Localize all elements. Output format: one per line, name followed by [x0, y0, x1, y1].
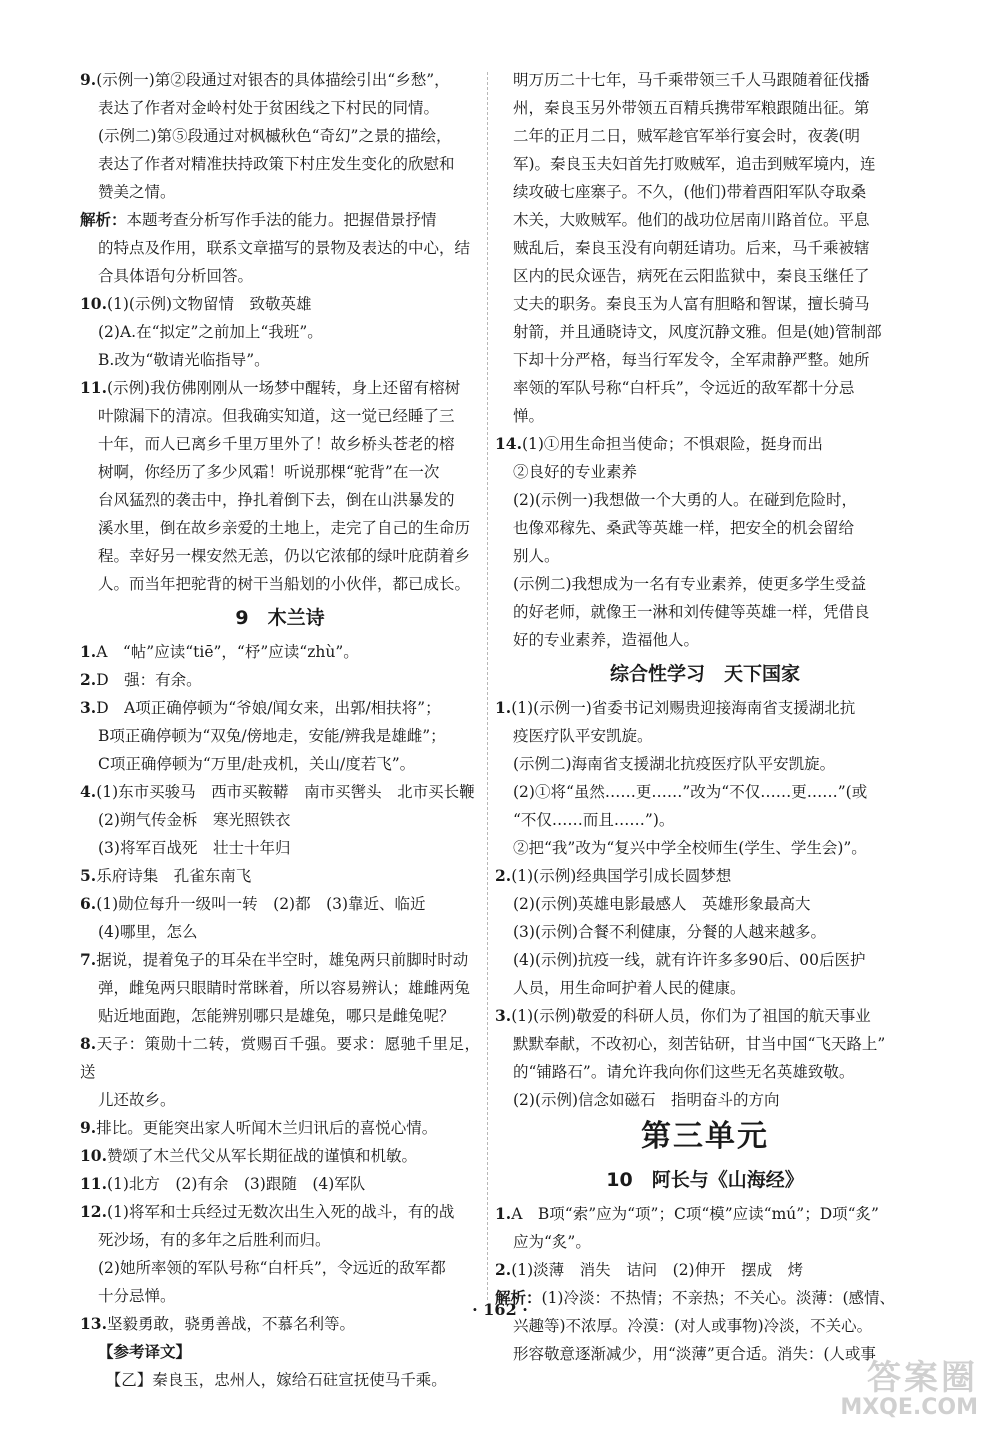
text-line: 默默奉献，不改初心，刻苦钻研，甘当中国“飞天路上”	[513, 1035, 886, 1053]
section-title: 综合性学习 天下国家	[609, 663, 800, 685]
question-line	[80, 1114, 480, 1142]
watermark-top-text: 答案圈	[867, 1358, 978, 1398]
question-number: 1.	[80, 642, 97, 661]
line-text: (1)将军和士兵经过无数次出生入死的战斗，有的战	[106, 1203, 455, 1221]
text-line: 应为“炙”。	[513, 1233, 591, 1251]
question-line	[80, 638, 480, 666]
line-text: 本题考查分析写作手法的能力。把握借景抒情	[126, 211, 437, 229]
line-text: D A项正确停顿为“爷娘/闻女来，出郭/相扶将”；	[96, 699, 441, 717]
text-line: 下却十分严格，每当行军发令，全军肃静严整。她所	[513, 351, 870, 369]
line-text: D 强：有余。	[96, 671, 202, 689]
line-text: (1)(示例)文物留情 致敬英雄	[106, 295, 312, 313]
question-number: 2.	[495, 1260, 512, 1279]
text-line: 射箭，并且通晓诗文，风度沉静文雅。但是(她)管制部	[513, 323, 882, 341]
section-title: 10 阿长与《山海经》	[606, 1169, 804, 1191]
text-line: 惮。	[513, 407, 545, 425]
question-line	[80, 1198, 480, 1226]
question-number: 2.	[80, 670, 97, 689]
question-line	[495, 694, 915, 722]
text-line: 木关，大败贼军。他们的战功位居南川路首位。平息	[513, 211, 870, 229]
text-line: 兴趣等)不浓厚。冷漠：(对人或事物)冷淡，不关心。	[513, 1317, 873, 1335]
text-line: 形容敬意逐渐减少，用“淡薄”更合适。消失：(人或事	[513, 1345, 876, 1363]
question-line	[80, 778, 480, 806]
text-line: 别人。	[513, 547, 560, 565]
text-line: (示例二)海南省支援湖北抗疫医疗队平安凯旋。	[513, 755, 836, 773]
text-line: (2)(示例)英雄电影最感人 英雄形象最高大	[513, 895, 811, 913]
text-line: 【乙】秦良玉，忠州人，嫁给石砫宣抚使马千乘。	[98, 1371, 447, 1389]
text-line: 军)。秦良玉夫妇首先打败贼军，追击到贼军境内，连	[513, 155, 876, 173]
text-line: 贴近地面跑，怎能辨别哪只是雄兔，哪只是雌兔呢？	[98, 1007, 455, 1025]
text-line: (3)(示例)合餐不利健康，分餐的人越来越多。	[513, 923, 827, 941]
column-divider	[487, 72, 488, 1300]
line-text: (1)(示例)敬爱的科研人员，你们为了祖国的航天事业	[511, 1007, 871, 1025]
line-text: (示例一)第②段通过对银杏的具体描绘引出“乡愁”，	[96, 71, 450, 89]
text-line: (2)她所率领的军队号称“白杆兵”，令远近的敌军都	[98, 1259, 446, 1277]
text-line: (2)(示例一)我想做一个大勇的人。在碰到危险时，	[513, 491, 858, 509]
question-number: 5.	[80, 866, 97, 885]
question-line	[495, 1002, 915, 1030]
text-line: 好的专业素养，造福他人。	[513, 631, 700, 649]
question-number: 1.	[495, 698, 512, 717]
text-line: (3)将军百战死 壮士十年归	[98, 839, 291, 857]
text-line: B.改为“敬请光临指导”。	[98, 351, 270, 369]
text-line: 贼乱后，秦良玉没有向朝廷请功。后来，马千乘被辖	[513, 239, 870, 257]
text-line: B项正确停顿为“双兔/傍地走，安能/辨我是雄雌”；	[98, 727, 446, 745]
reference-heading: 【参考译文】	[98, 1342, 192, 1361]
text-line: 明万历二十七年，马千乘带领三千人马跟随着征伐播	[513, 71, 870, 89]
question-number: 9.	[80, 70, 97, 89]
text-line: 的“铺路石”。请允许我向你们这些无名英雄致敬。	[513, 1063, 855, 1081]
line-text: (1)勋位每升一级叫一转 (2)都 (3)靠近、临近	[96, 895, 426, 913]
text-line: 弹，雌兔两只眼睛时常眯着，所以容易辨认；雄雌两兔	[98, 979, 471, 997]
text-line: 程。幸好另一棵安然无恙，仍以它浓郁的绿叶庇荫着乡	[98, 547, 471, 565]
text-line: 率领的军队号称“白杆兵”，令远近的敌军都十分忌	[513, 379, 855, 397]
question-number: 3.	[495, 1006, 512, 1025]
text-line: ②把“我”改为“复兴中学全校师生(学生、学生会)”。	[513, 839, 867, 857]
text-line: 十分忌惮。	[98, 1287, 176, 1305]
line-text: (1)北方 (2)有余 (3)跟随 (4)军队	[106, 1175, 366, 1193]
left-column	[80, 66, 480, 1394]
text-line: 叶隙漏下的清凉。但我确实知道，这一觉已经睡了三	[98, 407, 455, 425]
text-line: (2)A.在“拟定”之前加上“我班”。	[98, 323, 323, 341]
question-line	[80, 666, 480, 694]
line-text: 天子：策勋十二转，赏赐百千强。要求：愿驰千里足，送	[80, 1035, 480, 1081]
analysis-label: 解析：	[80, 210, 127, 229]
question-line	[495, 430, 915, 458]
watermark-logo	[778, 1350, 978, 1420]
text-line: 溪水里，倒在故乡亲爱的土地上，走完了自己的生命历	[98, 519, 471, 537]
line-text: (1)冷淡：不热情；不亲热；不关心。淡薄：(感情、	[541, 1289, 896, 1307]
line-text: (1)东市买骏马 西市买鞍鞯 南市买辔头 北市买长鞭	[96, 783, 475, 801]
question-number: 11.	[80, 378, 107, 397]
question-number: 10.	[80, 1146, 107, 1165]
text-line: 区内的民众诬告，病死在云阳监狱中，秦良玉继任了	[513, 267, 870, 285]
text-line: (2)朔气传金柝 寒光照铁衣	[98, 811, 291, 829]
line-text: (1)(示例一)省委书记刘赐贵迎接海南省支援湖北抗	[511, 699, 856, 717]
line-text: (1)(示例)经典国学引成长圆梦想	[511, 867, 732, 885]
question-number: 7.	[80, 950, 97, 969]
line-text: 赞颂了木兰代父从军长期征战的谨慎和机敏。	[106, 1147, 417, 1165]
line-text: (示例)我仿佛刚刚从一场梦中醒转，身上还留有榕树	[106, 379, 461, 397]
text-line: “不仅……而且……”)。	[513, 811, 675, 829]
text-line: 人。而当年把驼背的树干当船划的小伙伴，都已成长。	[98, 575, 471, 593]
text-line: (示例二)第⑤段通过对枫槭秋色“奇幻”之景的描绘，	[98, 127, 452, 145]
text-line: (2)①将“虽然……更……”改为“不仅……更……”(或	[513, 783, 868, 801]
text-line: 二年的正月二日，贼军趁官军举行宴会时，夜袭(明	[513, 127, 861, 145]
line-text: 乐府诗集 孔雀东南飞	[96, 867, 252, 885]
text-line: (示例二)我想成为一名有专业素养，使更多学生受益	[513, 575, 867, 593]
text-line: 疫医疗队平安凯旋。	[513, 727, 653, 745]
text-line: 赞美之情。	[98, 183, 176, 201]
text-line: 儿还故乡。	[98, 1091, 176, 1109]
question-number: 6.	[80, 894, 97, 913]
line-text: 排比。更能突出家人听闻木兰归讯后的喜悦心情。	[96, 1119, 438, 1137]
line-text: (1)①用生命担当使命；不惧艰险，挺身而出	[521, 435, 823, 453]
question-line	[495, 1200, 915, 1228]
question-line	[80, 1030, 480, 1086]
question-line	[80, 946, 480, 974]
question-number: 12.	[80, 1202, 107, 1221]
question-number: 10.	[80, 294, 107, 313]
text-line: 合具体语句分析回答。	[98, 267, 254, 285]
text-line: 表达了作者对精准扶持政策下村庄发生变化的欣慰和	[98, 155, 455, 173]
right-column	[495, 66, 915, 1368]
page-number: · 162 ·	[472, 1300, 528, 1319]
text-line: 也像邓稼先、桑武等英雄一样，把安全的机会留给	[513, 519, 855, 537]
text-line: 十年，而人已离乡千里万里外了！故乡桥头苍老的榕	[98, 435, 455, 453]
line-text: A B项“索”应为“项”；C项“模”应读“mú”；D项“炙”	[511, 1205, 879, 1223]
question-line	[495, 1256, 915, 1284]
question-number: 4.	[80, 782, 97, 801]
question-line	[80, 1170, 480, 1198]
section-title: 9 木兰诗	[235, 607, 325, 629]
question-line	[495, 862, 915, 890]
text-line: (4)哪里，怎么	[98, 923, 198, 941]
text-line: 树啊，你经历了多少风霜！听说那棵“驼背”在一次	[98, 463, 440, 481]
text-line: 死沙场，有的多年之后胜利而归。	[98, 1231, 331, 1249]
line-text: 据说，提着兔子的耳朵在半空时，雄兔两只前脚时时动	[96, 951, 469, 969]
question-line	[80, 374, 480, 402]
question-number: 11.	[80, 1174, 107, 1193]
question-line	[80, 694, 480, 722]
question-line	[80, 890, 480, 918]
text-line: C项正确停顿为“万里/赴戎机，关山/度若飞”。	[98, 755, 416, 773]
question-number: 3.	[80, 698, 97, 717]
question-number: 1.	[495, 1204, 512, 1223]
text-line: ②良好的专业素养	[513, 463, 638, 481]
question-number: 14.	[495, 434, 522, 453]
question-number: 8.	[80, 1034, 97, 1053]
question-line	[80, 862, 480, 890]
text-line: 人员，用生命呵护着人民的健康。	[513, 979, 746, 997]
line-text: (1)淡薄 消失 诘问 (2)伸开 摆成 烤	[511, 1261, 804, 1279]
unit-title: 第三单元	[641, 1119, 769, 1154]
line-text: 坚毅勇敢，骁勇善战，不慕名利等。	[106, 1315, 355, 1333]
question-line	[80, 66, 480, 94]
line-text: A “帖”应读“tiē”，“杼”应读“zhù”。	[96, 643, 359, 661]
question-line	[80, 1142, 480, 1170]
text-line: 表达了作者对金岭村处于贫困线之下村民的同情。	[98, 99, 440, 117]
text-line: (2)(示例)信念如磁石 指明奋斗的方向	[513, 1091, 780, 1109]
analysis-line	[80, 206, 480, 234]
watermark-bottom-text: MXQE.COM	[840, 1395, 978, 1420]
analysis-label: 解析：	[495, 1288, 542, 1307]
text-line: 的好老师，就像王一淋和刘传健等英雄一样，凭借良	[513, 603, 870, 621]
question-number: 9.	[80, 1118, 97, 1137]
question-number: 13.	[80, 1314, 107, 1333]
question-line	[80, 290, 480, 318]
text-line: 台风猛烈的袭击中，挣扎着倒下去，倒在山洪暴发的	[98, 491, 455, 509]
text-line: 丈夫的职务。秦良玉为人富有胆略和智谋，擅长骑马	[513, 295, 870, 313]
text-line: (4)(示例)抗疫一线，就有许许多多90后、00后医护	[513, 951, 866, 969]
text-line: 的特点及作用，联系文章描写的景物及表达的中心，结	[98, 239, 471, 257]
text-line: 续攻破七座寨子。不久，(他们)带着酉阳军队夺取桑	[513, 183, 867, 201]
text-line: 州，秦良玉另外带领五百精兵携带军粮跟随出征。第	[513, 99, 870, 117]
question-number: 2.	[495, 866, 512, 885]
